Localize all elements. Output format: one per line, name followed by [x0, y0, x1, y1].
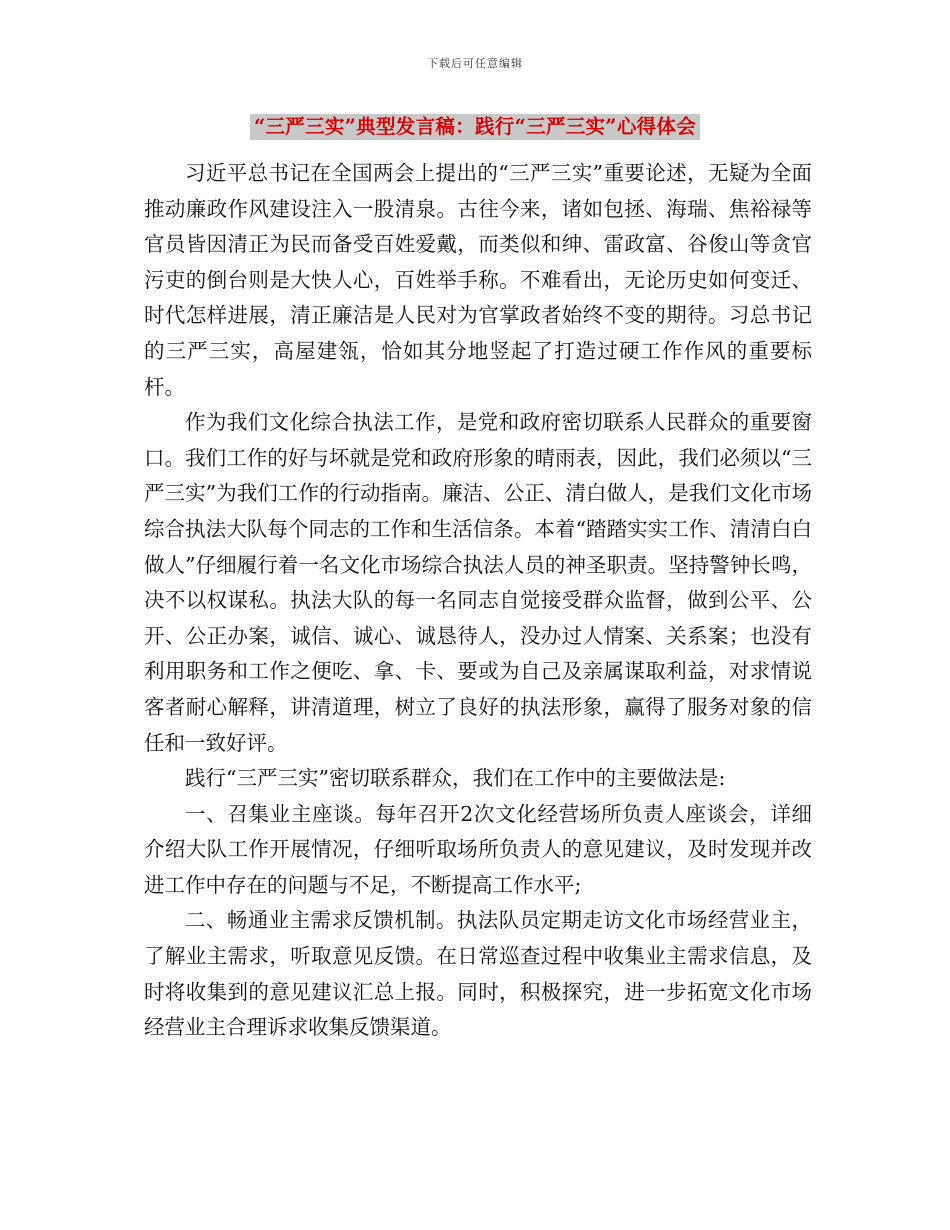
header-note: 下载后可任意编辑 — [427, 57, 523, 70]
document-title: “三严三实”典型发言稿：践行“三严三实”心得体会 — [250, 114, 700, 140]
paragraph-work: 作为我们文化综合执法工作，是党和政府密切联系人民群众的重要窗口。我们工作的好与坏就是党和政府形象的晴雨表，因此，我们必须以“三严三实”为我们工作的行动指南。廉洁、公正、清白做人，是我们文化市场综合执法大队每个同志的工作和生活信条。本着“踏踏实实工作、清清白白做人”仔细履行着一名文化市场综合执法人员的神圣职责。坚持警钟长鸣，决不以权谋私。执法大队的每一名同志自觉接受群众监督，做到公平、公开、公正办案，诚信、诚心、诚恳待人，没办过人情案、关系案；也没有利用职务和工作之便吃、拿、卡、要或为自己及亲属谋取利益，对求情说客者耐心解释，讲清道理，树立了良好的执法形象，赢得了服务对象的信任和一致好评。 — [144, 410, 812, 755]
paragraph-practice-1: 一、召集业主座谈。每年召开2次文化经营场所负责人座谈会，详细介绍大队工作开展情况，仔细听取场所负责人的意见建议，及时发现并改进工作中存在的问题与不足，不断提高工作水平; — [144, 801, 812, 897]
document-body — [144, 156, 812, 1046]
paragraph-practices-lead: 践行“三严三实”密切联系群众，我们在工作中的主要做法是: — [185, 766, 726, 791]
paragraph-intro: 习近平总书记在全国两会上提出的“三严三实”重要论述，无疑为全面推动廉政作风建设注入一股清泉。古往今来，诸如包拯、海瑞、焦裕禄等官员皆因清正为民而备受百姓爱戴，而类似和绅、雷政富、谷俊山等贪官污吏的倒台则是大快人心，百姓举手称。不难看出，无论历史如何变迁、时代怎样进展，清正廉洁是人民对为官掌政者始终不变的期待。习总书记的三严三实，高屋建瓴，恰如其分地竖起了打造过硬工作作风的重要标杆。 — [144, 161, 812, 399]
paragraph-practice-2: 二、畅通业主需求反馈机制。执法队员定期走访文化市场经营业主，了解业主需求，听取意见反馈。在日常巡查过程中收集业主需求信息，及时将收集到的意见建议汇总上报。同时，积极探究，进一步拓宽文化市场经营业主合理诉求收集反馈渠道。 — [144, 908, 812, 1040]
title-container — [0, 114, 950, 140]
